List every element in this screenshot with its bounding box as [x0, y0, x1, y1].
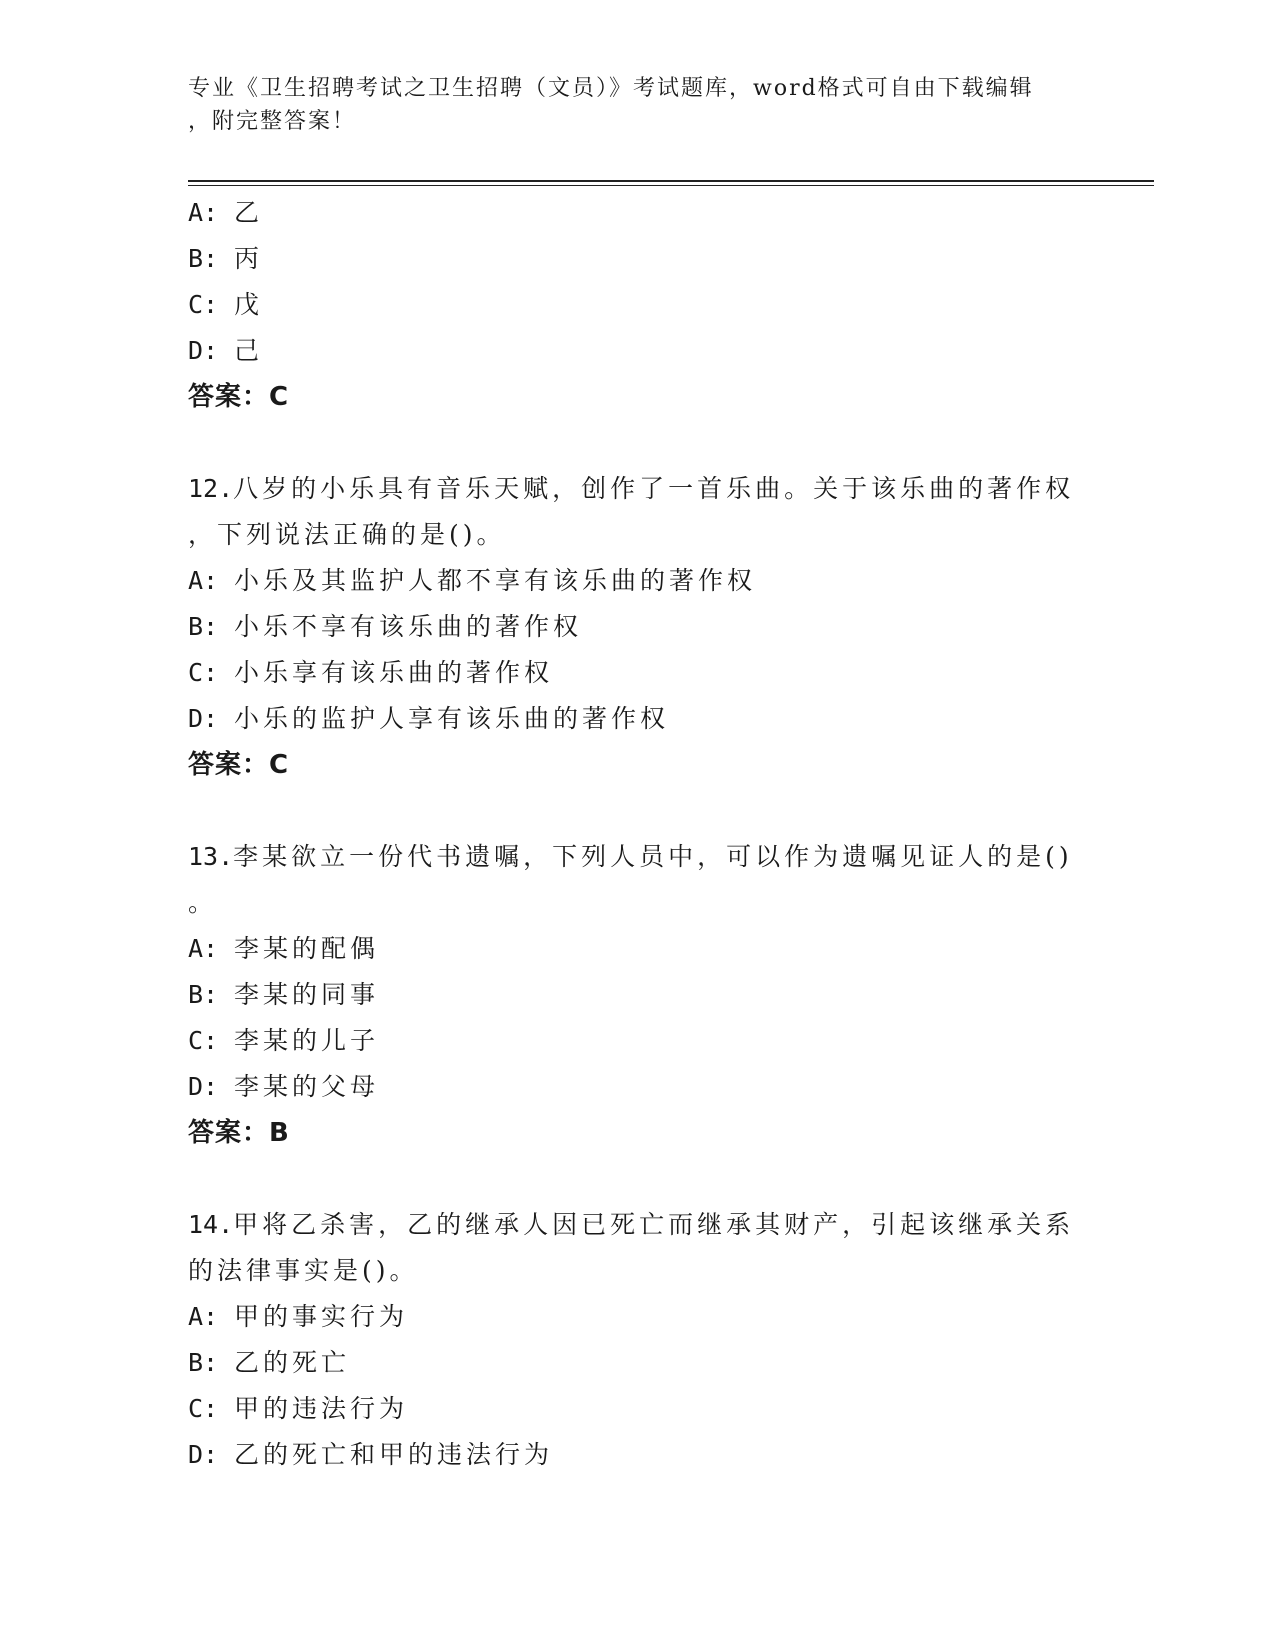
stem-line-2: ，下列说法正确的是()。	[188, 520, 506, 549]
question-number: 13.	[188, 842, 234, 871]
answer-line: 答案：C	[188, 750, 290, 780]
option-letter: C:	[188, 290, 219, 319]
option-letter: A:	[188, 566, 219, 595]
option-text: 乙的死亡	[234, 1348, 351, 1377]
stem-line-2: 。	[188, 888, 218, 917]
option-a	[188, 1294, 1088, 1340]
option-text: 丙	[234, 244, 264, 273]
option-text: 己	[234, 336, 264, 365]
option-b	[188, 604, 1088, 650]
option-d	[188, 696, 1088, 742]
option-text: 李某的配偶	[234, 934, 380, 963]
option-text: 甲的事实行为	[234, 1302, 409, 1331]
header-line-1: 专业《卫生招聘考试之卫生招聘（文员）》考试题库，word格式可自由下载编辑	[188, 76, 1034, 101]
option-d	[188, 1064, 1088, 1110]
option-text: 戊	[234, 290, 264, 319]
option-text: 小乐享有该乐曲的著作权	[234, 658, 554, 687]
option-letter: C:	[188, 1394, 219, 1423]
option-letter: D:	[188, 1072, 219, 1101]
option-text: 小乐的监护人享有该乐曲的著作权	[234, 704, 670, 733]
option-b	[188, 236, 1088, 282]
option-text: 李某的儿子	[234, 1026, 380, 1055]
question-number: 14.	[188, 1210, 234, 1239]
option-text: 李某的父母	[234, 1072, 380, 1101]
header-divider-thick	[188, 180, 1154, 182]
option-c	[188, 650, 1088, 696]
option-letter: D:	[188, 1440, 219, 1469]
question-11	[188, 190, 1088, 420]
option-c	[188, 1386, 1088, 1432]
option-c	[188, 282, 1088, 328]
answer-line: 答案：C	[188, 382, 290, 412]
option-letter: B:	[188, 244, 219, 273]
option-b	[188, 1340, 1088, 1386]
option-letter: A:	[188, 934, 219, 963]
option-d	[188, 328, 1088, 374]
option-letter: A:	[188, 1302, 219, 1331]
document-header	[188, 72, 1088, 138]
option-b	[188, 972, 1088, 1018]
stem-line-1: 甲将乙杀害，乙的继承人因已死亡而继承其财产，引起该继承关系	[233, 1210, 1075, 1239]
option-letter: B:	[188, 980, 219, 1009]
option-text: 甲的违法行为	[234, 1394, 409, 1423]
option-letter: D:	[188, 336, 219, 365]
option-a	[188, 190, 1088, 236]
question-stem	[188, 834, 1088, 880]
option-text: 乙	[234, 198, 264, 227]
stem-line-1: 李某欲立一份代书遗嘱，下列人员中，可以作为遗嘱见证人的是()	[233, 842, 1073, 871]
option-text: 李某的同事	[234, 980, 380, 1009]
question-list	[188, 190, 1088, 1478]
option-a	[188, 926, 1088, 972]
question-number: 12.	[188, 474, 234, 503]
option-letter: C:	[188, 1026, 219, 1055]
option-text: 乙的死亡和甲的违法行为	[234, 1440, 554, 1469]
answer-line: 答案：B	[188, 1118, 290, 1148]
question-stem	[188, 466, 1088, 512]
question-12	[188, 466, 1088, 788]
stem-line-1: 八岁的小乐具有音乐天赋，创作了一首乐曲。关于该乐曲的著作权	[233, 474, 1075, 503]
question-13	[188, 834, 1088, 1156]
option-letter: B:	[188, 612, 219, 641]
option-letter: B:	[188, 1348, 219, 1377]
option-d	[188, 1432, 1088, 1478]
header-divider-thin	[188, 185, 1154, 186]
option-text: 小乐不享有该乐曲的著作权	[234, 612, 583, 641]
question-14	[188, 1202, 1088, 1478]
option-a	[188, 558, 1088, 604]
option-letter: A:	[188, 198, 219, 227]
header-line-2: ，附完整答案！	[188, 109, 357, 134]
option-c	[188, 1018, 1088, 1064]
option-letter: C:	[188, 658, 219, 687]
option-text: 小乐及其监护人都不享有该乐曲的著作权	[234, 566, 757, 595]
option-letter: D:	[188, 704, 219, 733]
stem-line-2: 的法律事实是()。	[188, 1256, 419, 1285]
question-stem	[188, 1202, 1088, 1248]
